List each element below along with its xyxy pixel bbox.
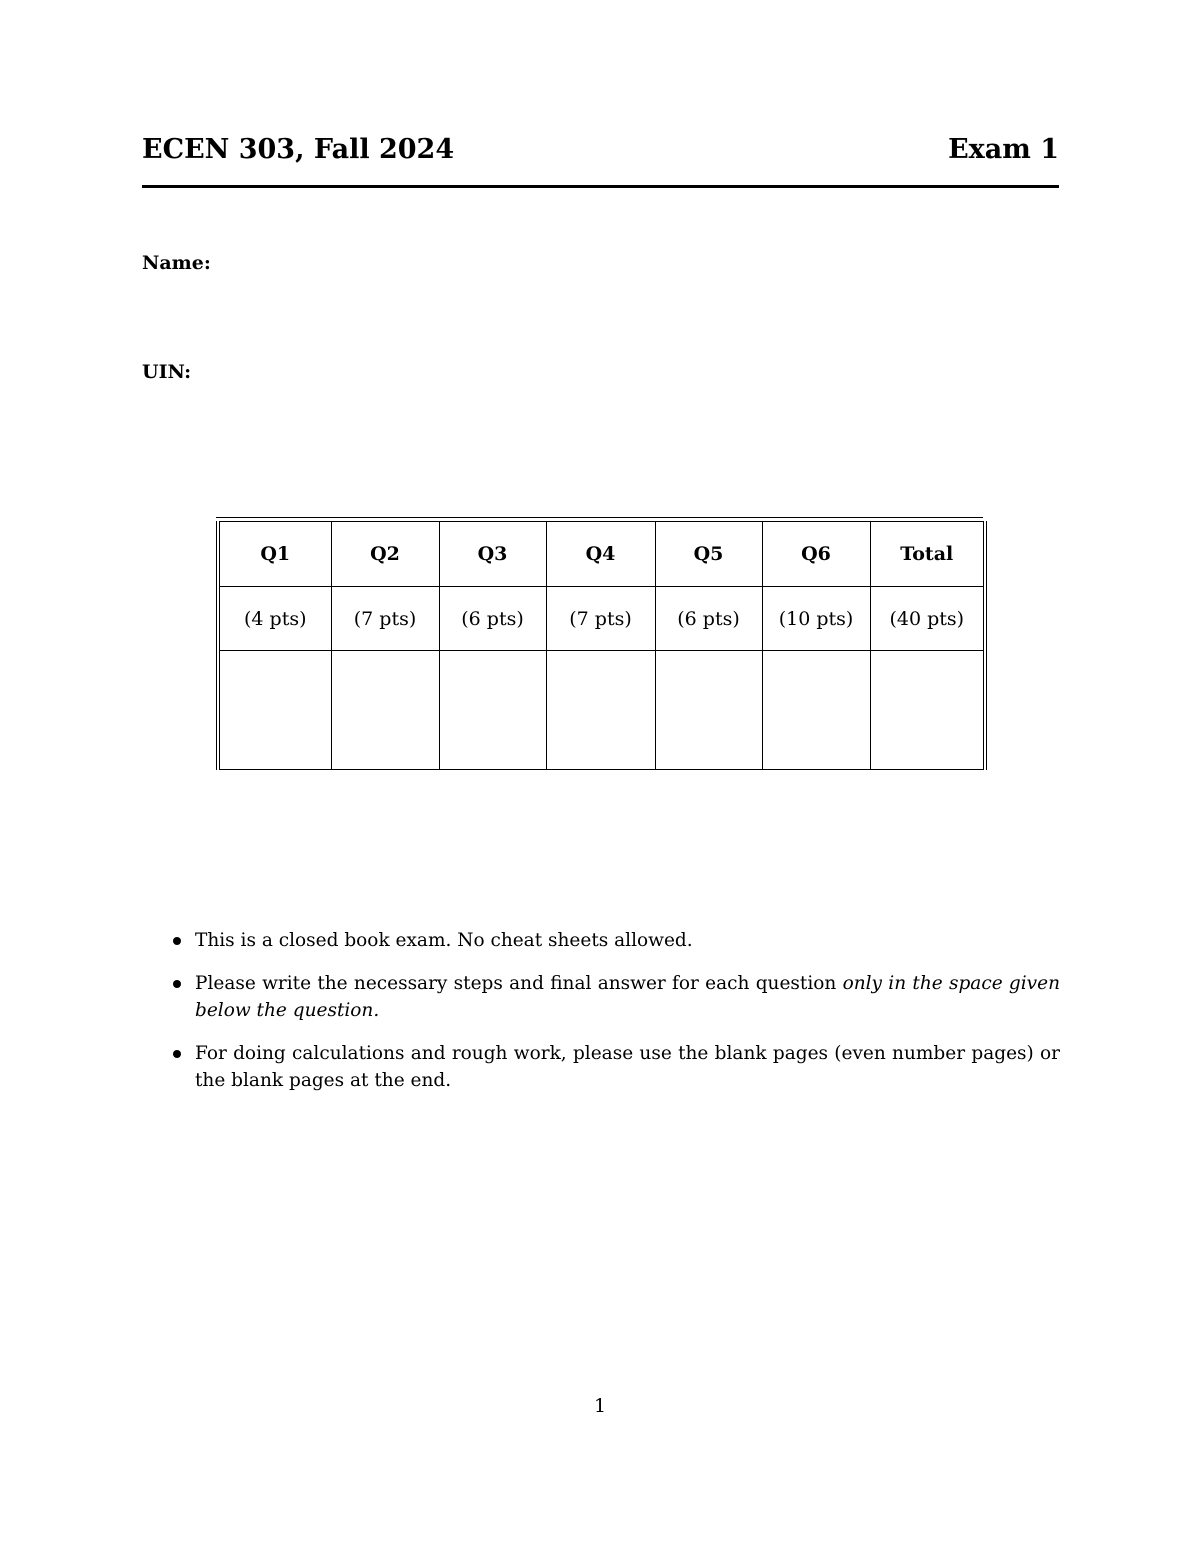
question-label: Q4 [546, 522, 655, 587]
instructions-list [170, 927, 1060, 1110]
table-top-rule [216, 517, 983, 518]
instruction-text: Please write the necessary steps and final answer for each question [195, 973, 843, 994]
score-cell [218, 651, 331, 770]
score-cell [655, 651, 762, 770]
score-entry-row [218, 651, 985, 770]
total-score-cell [870, 651, 985, 770]
score-cell [762, 651, 870, 770]
question-label: Q5 [655, 522, 762, 587]
question-label: Q3 [439, 522, 546, 587]
bullet-icon [173, 980, 181, 988]
question-label: Q2 [331, 522, 439, 587]
points-value: (6 pts) [439, 587, 546, 651]
page-header [142, 134, 1059, 174]
list-item [170, 1040, 1060, 1094]
score-cell [331, 651, 439, 770]
question-label: Q1 [218, 522, 331, 587]
total-label: Total [870, 522, 985, 587]
list-item [170, 927, 1060, 954]
score-cell [439, 651, 546, 770]
question-label: Q6 [762, 522, 870, 587]
instruction-text: This is a closed book exam. No cheat sheets allowed. [195, 930, 693, 951]
uin-label: UIN: [142, 361, 192, 383]
points-row [218, 587, 985, 651]
question-header-row [218, 522, 985, 587]
points-value: (7 pts) [546, 587, 655, 651]
page-number: 1 [593, 1395, 607, 1417]
name-label: Name: [142, 252, 211, 274]
points-value: (4 pts) [218, 587, 331, 651]
bullet-icon [173, 1050, 181, 1058]
list-item [170, 970, 1060, 1024]
exam-title: Exam 1 [948, 134, 1059, 165]
points-value: (6 pts) [655, 587, 762, 651]
course-title: ECEN 303, Fall 2024 [142, 134, 455, 165]
header-divider [142, 185, 1059, 188]
total-points-value: (40 pts) [870, 587, 985, 651]
instruction-emphasis: only in the space given below the question. [195, 973, 1060, 1021]
score-cell [546, 651, 655, 770]
points-value: (10 pts) [762, 587, 870, 651]
points-value: (7 pts) [331, 587, 439, 651]
instruction-text: For doing calculations and rough work, please use the blank pages (even number pages) or the blank pages at the end. [195, 1043, 1060, 1091]
bullet-icon [173, 937, 181, 945]
